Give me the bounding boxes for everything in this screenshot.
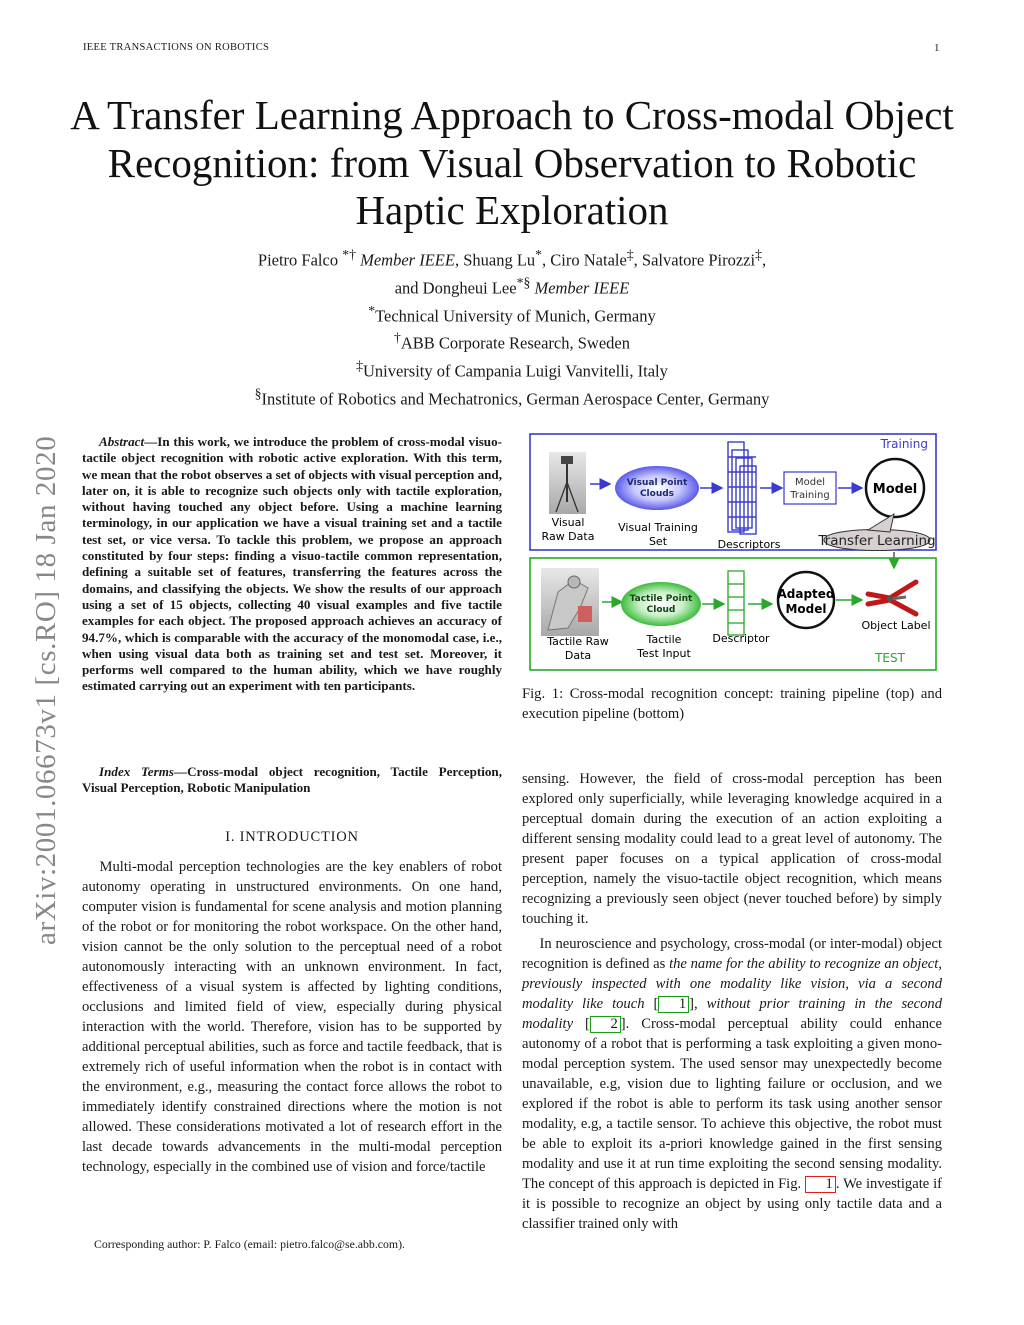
training-label: Training: [880, 437, 928, 451]
descriptors-label: Descriptors: [717, 538, 781, 551]
adapted-model-label-1: Adapted: [777, 587, 835, 601]
visual-training-set-label-2: Set: [648, 535, 668, 548]
affiliation-campania: ‡University of Campania Luigi Vanvitelli, Italy: [356, 358, 668, 381]
visual-point-clouds-label-2: Clouds: [639, 489, 675, 499]
arxiv-stamp: arXiv:2001.06673v1 [cs.RO] 18 Jan 2020: [30, 435, 62, 945]
model-training-label-1: Model: [794, 477, 826, 488]
author-block: [80, 244, 944, 411]
visual-descriptors-stack: [728, 442, 756, 534]
citation-link-2[interactable]: 2: [590, 1016, 621, 1033]
affiliation-dlr: §Institute of Robotics and Mechatronics, German Aerospace Center, Germany: [254, 385, 770, 409]
visual-raw-photo: [549, 452, 586, 514]
corresponding-author-footnote: Corresponding author: P. Falco (email: pietro.falco@se.abb.com).: [94, 1237, 405, 1251]
tactile-descriptor-bar: [728, 571, 744, 635]
visual-point-clouds-label-1: Visual Point: [626, 478, 688, 488]
visual-raw-data-label-2: Raw Data: [541, 530, 595, 543]
transfer-learning-label: Transfer Learning: [818, 533, 936, 549]
section-heading-introduction: I. INTRODUCTION: [225, 829, 359, 845]
journal-header: IEEE TRANSACTIONS ON ROBOTICS: [83, 42, 270, 53]
index-terms: Index Terms—Cross-modal object recognition, Tactile Perception, Visual Perception, Robotic Manipulation: [82, 764, 502, 796]
intro-paragraph-right-1: sensing. However, the field of cross-modal perception has been explored only superficially, while leveraging knowledge acquired in a perceptual domain during the execution of an action exploiting a different sensing modality could lead to a great level of autonomy. The present paper focuses on a typical application of cross-modal perception, namely the visuo-tactile object recognition, which means recognizing a previously seen object (never touched before) by simply touching it.: [522, 771, 942, 927]
affiliation-tum: *Technical University of Munich, Germany: [368, 302, 656, 326]
descriptor-label: Descriptor: [712, 632, 770, 645]
model-label: Model: [872, 482, 918, 497]
tactile-raw-data-label-2: Data: [564, 649, 592, 662]
author-line-1: Pietro Falco *† Member IEEE, Shuang Lu*, Ciro Natale‡, Salvatore Pirozzi‡,: [257, 247, 767, 270]
citation-link-1[interactable]: 1: [658, 996, 689, 1013]
visual-raw-data-label-1: Visual: [551, 516, 585, 529]
visual-point-clouds-blob: [615, 466, 699, 510]
model-training-label-2: Training: [790, 490, 830, 501]
object-label-text: Object Label: [861, 619, 931, 632]
adapted-model-label-2: Model: [785, 602, 827, 616]
figure-reference-link[interactable]: 1: [805, 1176, 836, 1193]
tactile-point-cloud-label-2: Cloud: [646, 605, 676, 615]
tactile-raw-photo: [541, 568, 599, 636]
figure-caption: Fig. 1: Cross-modal recognition concept: training pipeline (top) and execution pipeline (bottom): [522, 686, 942, 722]
tactile-point-cloud-blob: [621, 582, 701, 626]
visual-training-set-label-1: Visual Training: [618, 521, 698, 534]
figure-cross-modal-concept: [528, 432, 946, 674]
pliers-icon: [868, 582, 916, 614]
abstract: Abstract—In this work, we introduce the problem of cross-modal visuo-tactile object recognition with robotic active exploration. With this term, we mean that the robot observes a set of objects with visual perception and, later on, it is able to recognize such objects only with tactile exploration, without having touched any object before. Using a machine learning terminology, in our application we have a visual training set and a tactile test set, or vice versa. To tackle this problem, we propose an approach constituted by four steps: finding a visuo-tactile common representation, defining a suitable set of features, transferring the features across the domains, and classifying the objects. We show the results of our approach using a set of 15 objects, collecting 40 visual examples and five tactile examples for each object. The proposed approach achieves an accuracy of 94.7%, which is comparable with the accuracy of the monomodal case, i.e., when using visual data both as training set and test set. Moreover, it performs well compared to the human ability, which we have roughly estimated carrying out an experiment with ten participants.: [82, 434, 502, 694]
tactile-raw-data-label-1: Tactile Raw: [547, 635, 609, 648]
tactile-test-input-label-2: Test Input: [637, 647, 691, 660]
intro-paragraph-left: Multi-modal perception technologies are the key enablers of robot autonomy operating in unstructured environments. On one hand, computer vision is fundamental for scene analysis and motion planning of the robot or for monitoring the robot workspace. On the other hand, vision cannot be the only solution to the perceptual need of a robot autonomously interacting with an unknown environment. In fact, effectiveness of a visual system is affected by lighting conditions, occlusions and limited field of view, especially during physical interaction with the world. Therefore, vision has to be supported by additional perceptual abilities, such as force and tactile feedback, that is extremely rich of useful information when the robot is in contact with the environment, e.g., measuring the contact force allows the robot to immediately identify constrained directions where the motion is not allowed. These considerations motivated a lot of research effort in the last decade towards advancements in the multi-modal perception technology, especially in the combined use of vision and force/tactile: [82, 859, 502, 1175]
intro-paragraph-right-2: In neuroscience and psychology, cross-modal (or inter-modal) object recognition is defined as the name for the ability to recognize an object, previously inspected with one modality like vision, via a second modality like touch [ 1 ], without prior training in the second modality [ 2 ]. Cross-modal perceptual ability could enhance autonomy of a robot that is performing a task exploiting a given mono-modal perception system. The used sensor may unexpectedly become unavailable, e.g, vision due to lighting failure or occlusion, and we explored if the robot is able to perform its task using another sensor modality, e.g, a tactile sensor. To achieve this objective, the robot must be able to exploit its a-priori knowledge gained in the first sensing modality and use it at run time exploiting the second sensing modality. The concept of this approach is depicted in Fig. 1 . We investigate if it is possible to recognize an object by using only tactile data and a classifier trained only with: [522, 936, 942, 1232]
paper-title: A Transfer Learning Approach to Cross-modal Object Recognition: from Visual Observation to Robotic Haptic Exploration: [70, 92, 954, 233]
tactile-point-cloud-label-1: Tactile Point: [629, 594, 693, 604]
page-number: 1: [934, 42, 940, 54]
affiliation-abb: †ABB Corporate Research, Sweden: [394, 330, 630, 353]
tactile-test-input-label-1: Tactile: [646, 633, 682, 646]
author-line-2: and Dongheui Lee*§ Member IEEE: [394, 274, 630, 298]
test-label: TEST: [875, 651, 905, 665]
